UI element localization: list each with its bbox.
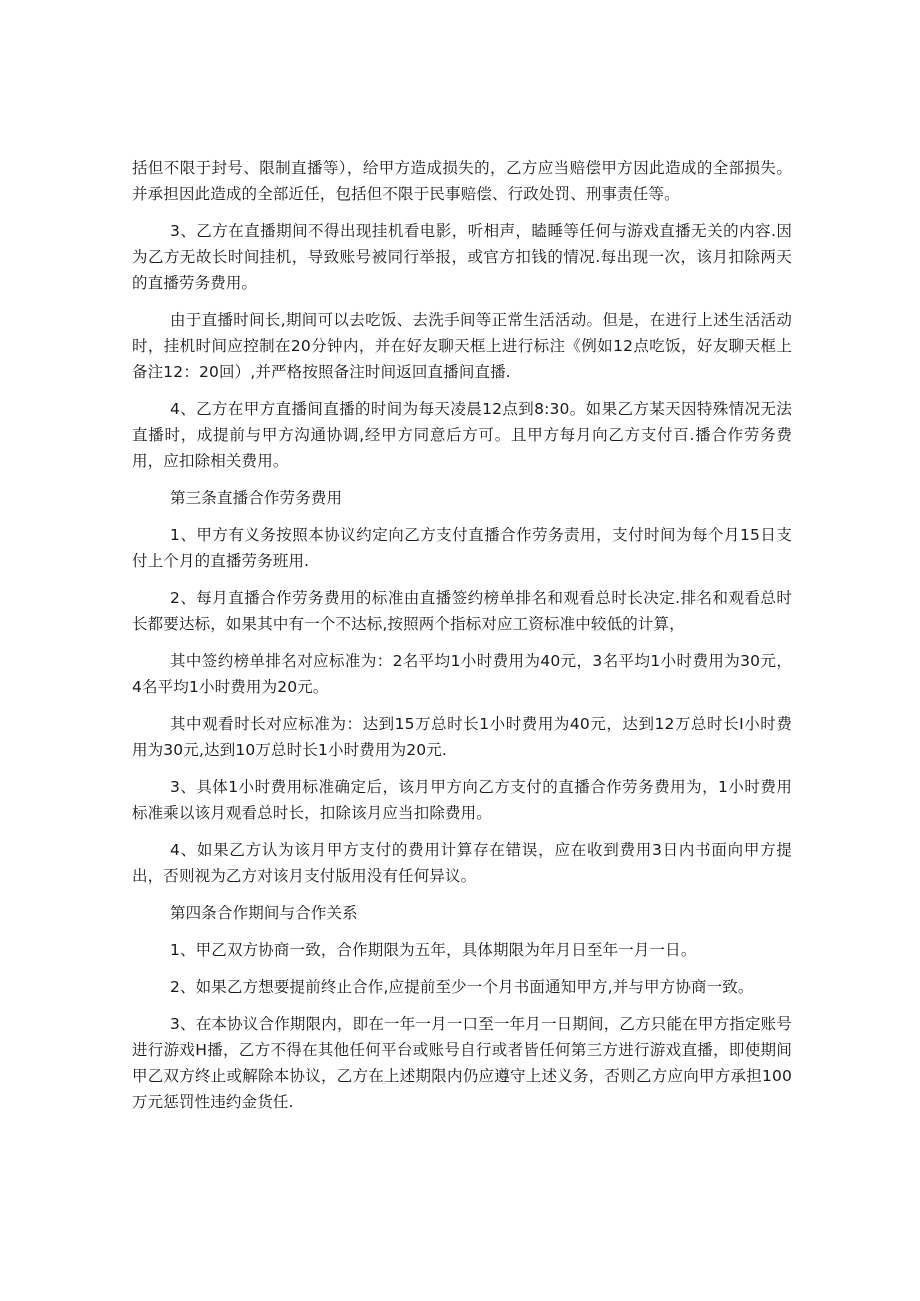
paragraph-compensation-continued: 括但不限于封号、限制直播等），给甲方造成损失的，乙方应当赔偿甲方因此造成的全部损失。并承担因此造成的全部近任，包括但不限于民事赔偿、行政处罚、刑事责任等。 bbox=[132, 159, 792, 203]
paragraph-exclusivity: 3、在本协议合作期限内，即在一年一月一口至一年月一日期间，乙方只能在甲方指定账号进行游戏H播，乙方不得在其他任何平台或账号自行或者皆任何第三方进行游戏直播，即使期间甲乙双方终止或解除本协议，乙方在上述期限内仍应遵守上述义务，否则乙方应向甲方承担100万元惩罚性违约金货任. bbox=[132, 1015, 792, 1111]
document-page bbox=[132, 155, 792, 1126]
paragraph-watch-time-standard: 其中观看时长对应标准为：达到15万总时长1小时费用为40元，达到12万总时长I小时费用为30元,达到10万总时长1小时费用为20元. bbox=[132, 715, 792, 759]
paragraph-term: 1、甲乙双方协商一致，合作期限为五年，具体期限为年月日至年一月一日。 bbox=[170, 941, 697, 959]
section-heading-article-3: 第三条直播合作劳务费用 bbox=[170, 489, 343, 507]
paragraph-fee-dispute: 4、如果乙方认为该月甲方支付的费用计算存在错误，应在收到费用3日内书面向甲方提出，否则视为乙方对该月支付版用没有任何异议。 bbox=[132, 841, 792, 885]
section-heading-article-4: 第四条合作期间与合作关系 bbox=[170, 904, 358, 922]
paragraph-break-rules: 由于直播时间长,期间可以去吃饭、去洗手间等正常生活活动。但是，在进行上述生活活动时，挂机时间应控制在20分钟内，并在好友聊天框上进行标注《例如12点吃饭，好友聊天框上备注12：20回）,并严格按照备注时间返回直播间直播. bbox=[132, 311, 792, 381]
paragraph-fee-standard: 2、每月直播合作劳务费用的标准由直播签约榜单排名和观看总时长决定.排名和观看总时长都要达标，如果其中有一个不达标,按照两个指标对应工资标准中较低的计算， bbox=[132, 589, 792, 633]
paragraph-fee-payment: 1、甲方有义务按照本协议约定向乙方支付直播合作劳务责用，支付时间为每个月15日支付上个月的直播劳务班用. bbox=[132, 526, 792, 570]
paragraph-fee-calculation: 3、具体1小时费用标准确定后，该月甲方向乙方支付的直播合作劳务费用为，1小时费用标准乘以该月观看总时长，扣除该月应当扣除费用。 bbox=[132, 778, 792, 822]
paragraph-early-termination: 2、如果乙方想要提前终止合作,应提前至少一个月书面通知甲方,并与甲方协商一致。 bbox=[170, 978, 754, 996]
paragraph-ranking-standard: 其中签约榜单排名对应标准为：2名平均1小时费用为40元，3名平均1小时费用为30元，4名平均1小时费用为20元。 bbox=[132, 652, 792, 696]
paragraph-clause-4-hours: 4、乙方在甲方直播间直播的时间为每天凌晨12点到8:30。如果乙方某天因特殊情况无法直播时，成提前与甲方沟通协调,经甲方同意后方可。且甲方每月向乙方支付百.播合作劳务费用，应扣除相关费用。 bbox=[132, 400, 792, 470]
paragraph-clause-3-idle: 3、乙方在直播期间不得出现挂机看电影，听相声，瞌睡等任何与游戏直播无关的内容.因为乙方无故长时间挂机，导致账号被同行举报，或官方扣钱的情况.每出现一次，该月扣除两天的直播劳务费用。 bbox=[132, 222, 792, 292]
